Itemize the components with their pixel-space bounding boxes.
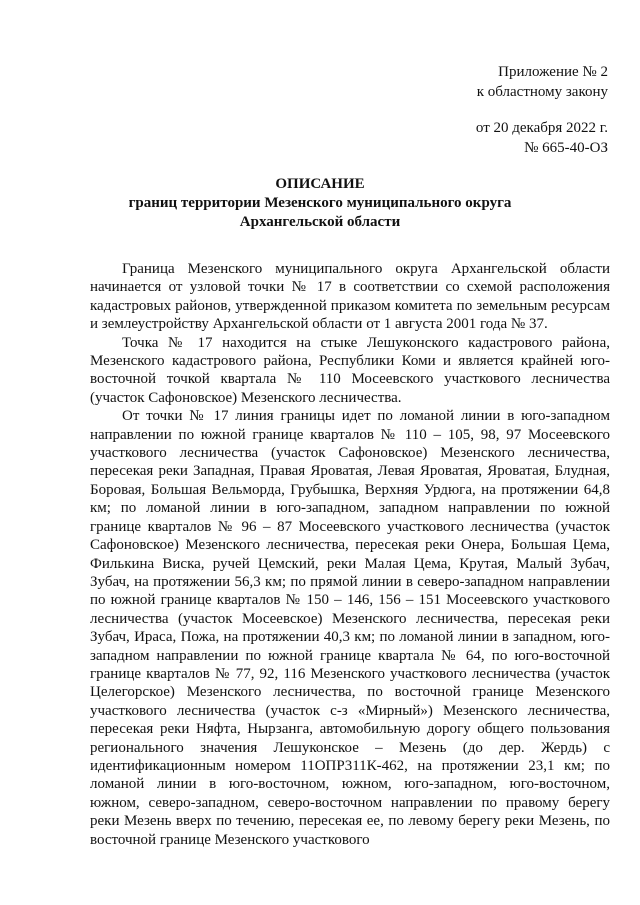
title-line-2: границ территории Мезенского муниципального округа — [128, 195, 512, 211]
paragraph-3: От точки № 17 линия границы идет по ломаной линии в юго-западном направлении по южной границе кварталов № 110 – 105, 98, 97 Мосеевского участкового лесничества (участок Сафоновское) Мезенского лесничества, пересекая реки Западная, Правая Яроватая, Левая Яроватая, Яроватая, Блудная, Боровая, Большая Вельморда, Грубышка, Верхняя Урдюга, на протяжении 64,8 км; по ломаной линии в юго-западном, западном направлении по южной границе кварталов № 96 – 87 Мосеевского участкового лесничества (участок Сафоновское) Мезенского лесничества, пересекая реки Онера, Большая Цема, Филькина Виска, ручей Цемский, реки Малая Цема, Крутая, Малый Зубач, Зубач, на протяжении 56,3 км; по прямой линии в северо-западном направлении по южной границе кварталов № 150 – 146, 156 – 151 Мосеевского участкового лесничества (участок Мосеевское) Мезенского лесничества, пересекая реки Зубач, Ираса, Пожа, на протяжении 40,3 км; по ломаной линии в западном, юго-западном направлении по южной границе квартала № 64, по юго-восточной границе кварталов № 77, 92, 116 Мезенского участкового лесничества (участок Целегорское) Мезенского лесничества, по восточной границе Мезенского участкового лесничества (участок с-з «Мирный») Мезенского лесничества, пересекая реки Няфта, Нырзанга, автомобильную дорогу общего пользования регионального значения Лешуконское – Мезень (до дер. Жердь) с идентификационным номером 11ОПР311К-462, на протяжении 23,1 км; по ломаной линии в юго-восточном, южном, юго-западном, юго-восточном, южном, северо-западном, северо-восточном направлении по правому берегу реки Мезень вверх по течению, пересекая ее, по левому берегу реки Мезень, по восточной границе Мезенского участкового — [90, 408, 610, 848]
law-reference — [476, 118, 608, 158]
appendix-label: Приложение № 2 — [498, 64, 608, 80]
appendix-header — [477, 62, 608, 102]
document-body — [90, 260, 610, 849]
document-title — [0, 175, 640, 232]
law-date: от 20 декабря 2022 г. — [475, 120, 608, 136]
title-line-1: ОПИСАНИЕ — [275, 176, 365, 192]
law-number: № 665-40-ОЗ — [524, 140, 608, 156]
paragraph-1: Граница Мезенского муниципального округа Архангельской области начинается от узловой точки № 17 в соответствии со схемой расположения кадастровых районов, утвержденной приказом комитета по земельным ресурсам и землеустройству Архангельской области от 1 августа 2001 года № 37. — [90, 261, 610, 333]
law-label: к областному закону — [476, 84, 608, 100]
paragraph-2: Точка № 17 находится на стыке Лешуконского кадастрового района, Мезенского кадастрового района, Республики Коми и является крайней юго-восточной точкой квартала № 110 Мосеевского участкового лесничества (участок Сафоновское) Мезенского лесничества. — [90, 334, 610, 406]
title-line-3: Архангельской области — [239, 214, 401, 230]
